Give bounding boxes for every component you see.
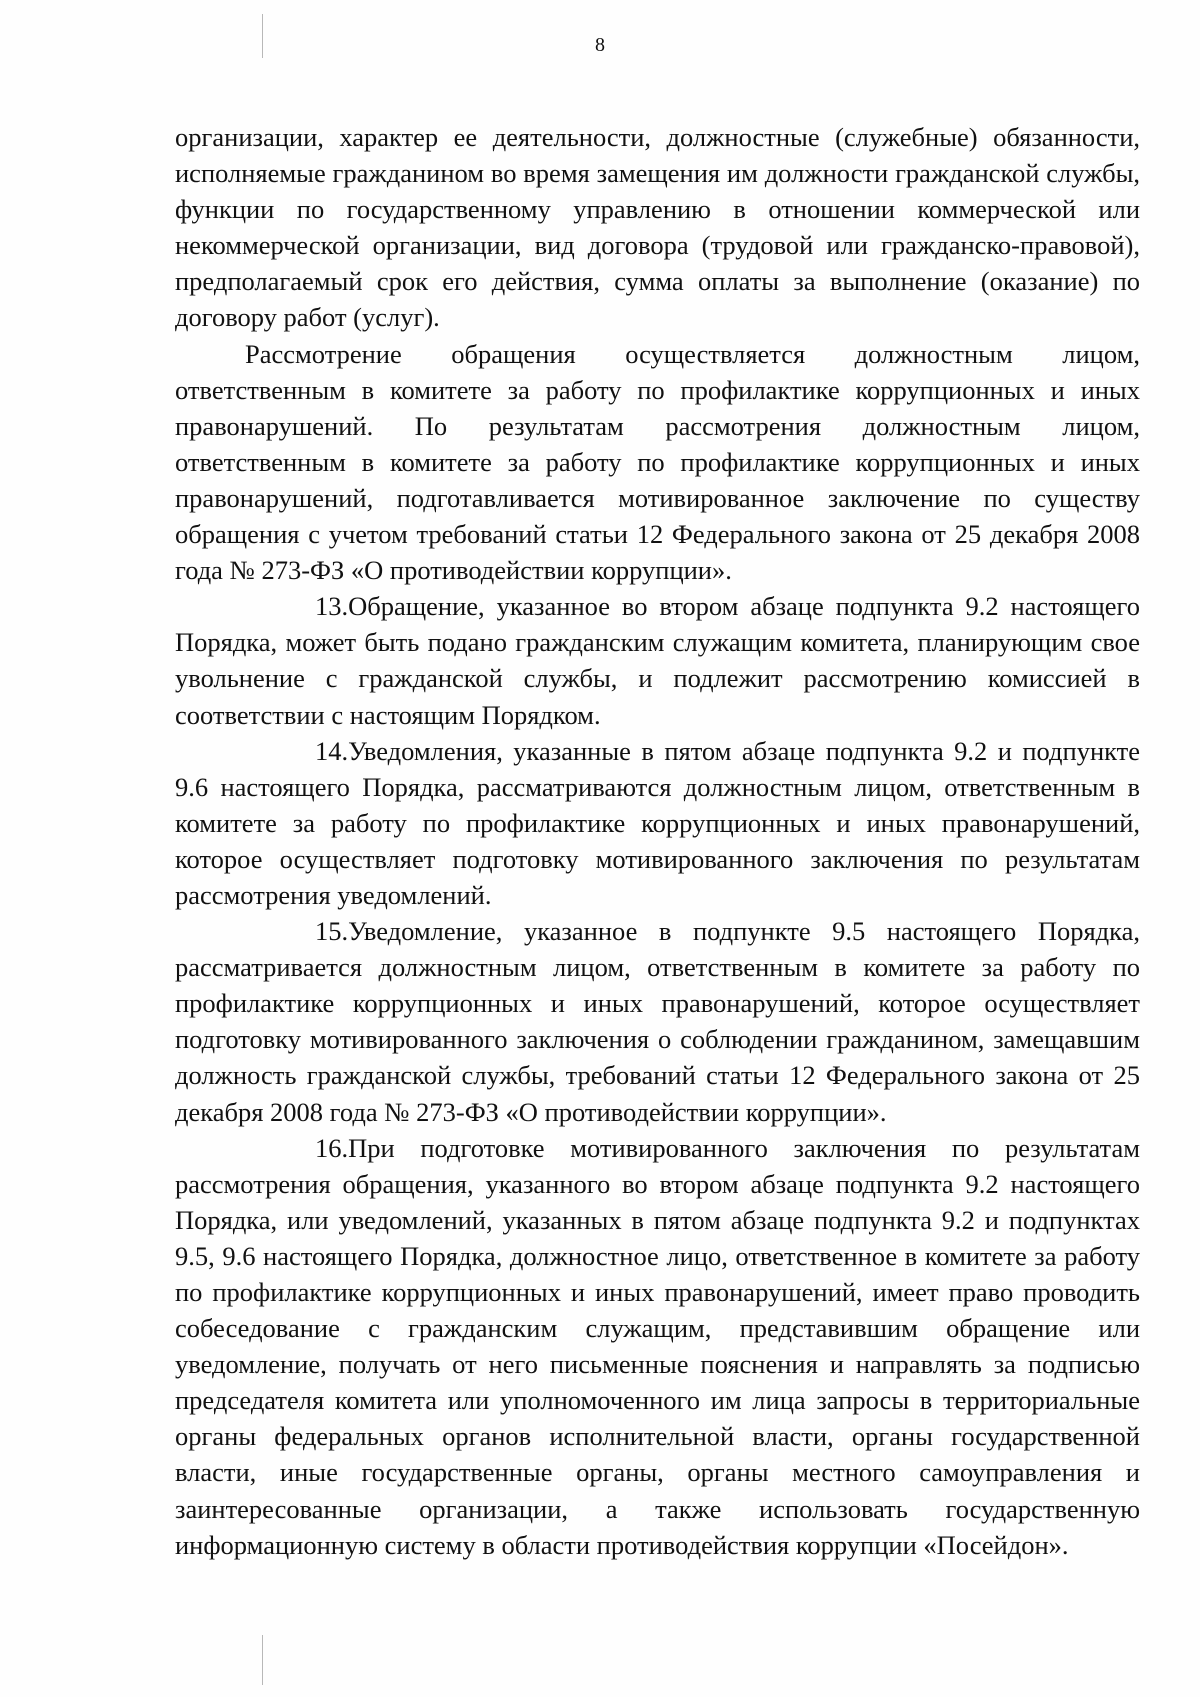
page-number: 8 [595, 34, 605, 56]
paragraph-text: Уведомление, указанное в подпункте 9.5 настоящего Порядка, рассматривается должностным лицом, ответственным в комитете за работу по профилактике коррупционных и иных правонарушений, которое осуществляет подготовку мотивированного заключения о соблюдении гражданином, замещавшим должность гражданской службы, требований статьи 12 Федерального закона от 25 декабря 2008 года № 273-ФЗ «О противодействии коррупции». [175, 916, 1140, 1127]
paragraph-text: Уведомления, указанные в пятом абзаце подпункта 9.2 и подпункте 9.6 настоящего Порядка, рассматриваются должностным лицом, ответственным в комитете за работу по профилактике коррупционных и иных правонарушений, которое осуществляет подготовку мотивированного заключения по результатам рассмотрения уведомлений. [175, 735, 1140, 910]
paragraph-item-13 [175, 588, 1140, 732]
paragraph-review [175, 336, 1140, 589]
paragraph-item-14 [175, 733, 1140, 913]
item-number: 16. [315, 1132, 349, 1163]
document-body [175, 119, 1140, 1563]
item-number: 14. [315, 735, 349, 766]
paragraph-item-15 [175, 913, 1140, 1130]
paragraph-text: Рассмотрение обращения осуществляется должностным лицом, ответственным в комитете за работу по профилактике коррупционных и иных правонарушений. По результатам рассмотрения должностным лицом, ответственным в комитете за работу по профилактике коррупционных и иных правонарушений, подготавливается мотивированное заключение по существу обращения с учетом требований статьи 12 Федерального закона от 25 декабря 2008 года № 273-ФЗ «О противодействии коррупции». [175, 338, 1140, 586]
paragraph-continuation [175, 119, 1140, 336]
paragraph-text: организации, характер ее деятельности, должностные (служебные) обязанности, исполняемые гражданином во время замещения им должности гражданской службы, функции по государственному управлению в отношении коммерческой или некоммерческой организации, вид договора (трудовой или гражданско-правовой), предполагаемый срок его действия, сумма оплаты за выполнение (оказание) по договору работ (услуг). [175, 122, 1140, 333]
scan-artifact-bottom [262, 1635, 263, 1685]
item-number: 13. [315, 591, 349, 622]
paragraph-text: Обращение, указанное во втором абзаце подпункта 9.2 настоящего Порядка, может быть подано гражданским служащим комитета, планирующим свое увольнение с гражданской службы, и подлежит рассмотрению комиссией в соответствии с настоящим Порядком. [175, 591, 1140, 730]
item-number: 15. [315, 916, 349, 947]
paragraph-item-16 [175, 1130, 1140, 1563]
paragraph-text: При подготовке мотивированного заключения по результатам рассмотрения обращения, указанного во втором абзаце подпункта 9.2 настоящего Порядка, или уведомлений, указанных в пятом абзаце подпункта 9.2 и подпунктах 9.5, 9.6 настоящего Порядка, должностное лицо, ответственное в комитете за работу по профилактике коррупционных и иных правонарушений, имеет право проводить собеседование с гражданским служащим, представившим обращение или уведомление, получать от него письменные пояснения и направлять за подписью председателя комитета или уполномоченного им лица запросы в территориальные органы федеральных органов исполнительной власти, органы государственной власти, иные государственные органы, органы местного самоуправления и заинтересованные организации, а также использовать государственную информационную систему в области противодействия коррупции «Посейдон». [175, 1132, 1140, 1560]
